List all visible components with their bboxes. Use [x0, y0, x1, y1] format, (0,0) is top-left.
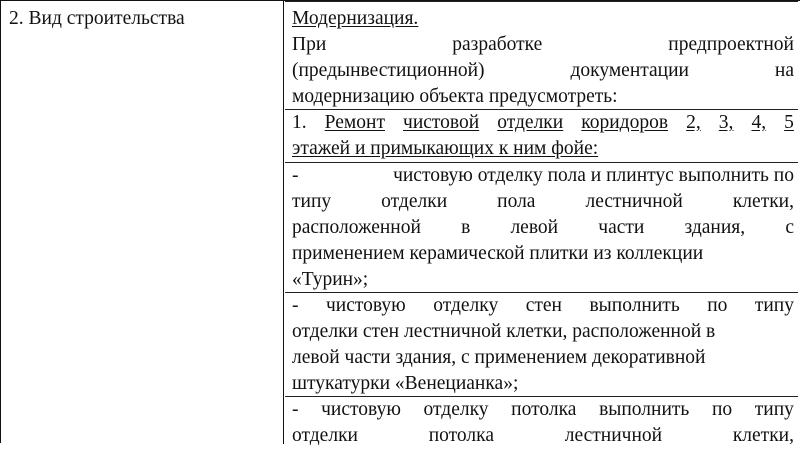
text-line: (предынвестиционной) документации на [292, 60, 794, 81]
content-cell [285, 1, 798, 444]
text-line: При разработке предпроектной [292, 34, 794, 55]
text-line: типу отделки пола лестничной клетки, [292, 191, 794, 212]
cell-divider [285, 1, 798, 2]
text-line: модернизацию объекта предусмотреть: [292, 86, 618, 107]
text-line: - чистовую отделку стен выполнить по типу [292, 295, 794, 316]
text-line: «Турин»; [292, 269, 369, 290]
text-line: применением керамической плитки из коллекции [292, 243, 704, 264]
item-title-line: этажей и примыкающих к ним фойе: [292, 138, 599, 159]
text-line: левой части здания, с применением декоративной [292, 347, 706, 368]
label-cell [1, 1, 284, 444]
text-line: расположенной в левой части здания, с [292, 217, 794, 238]
text-line: штукатурки «Венецианка»; [292, 373, 519, 394]
text-line: - чистовую отделку потолка выполнить по типу [292, 399, 794, 420]
text-line: отделки стен лестничной клетки, расположенной в [292, 321, 716, 342]
construction-type-label: 2. Вид строительства [9, 8, 185, 29]
text-line: - чистовую отделку пола и плинтус выполнить по [292, 165, 794, 186]
text-line: отделки потолка лестничной клетки, [292, 425, 794, 446]
section-heading: Модернизация. [292, 8, 419, 29]
item-title-line: 1. Ремонт чистовой отделки коридоров 2, 3, 4, 5 [292, 112, 794, 133]
